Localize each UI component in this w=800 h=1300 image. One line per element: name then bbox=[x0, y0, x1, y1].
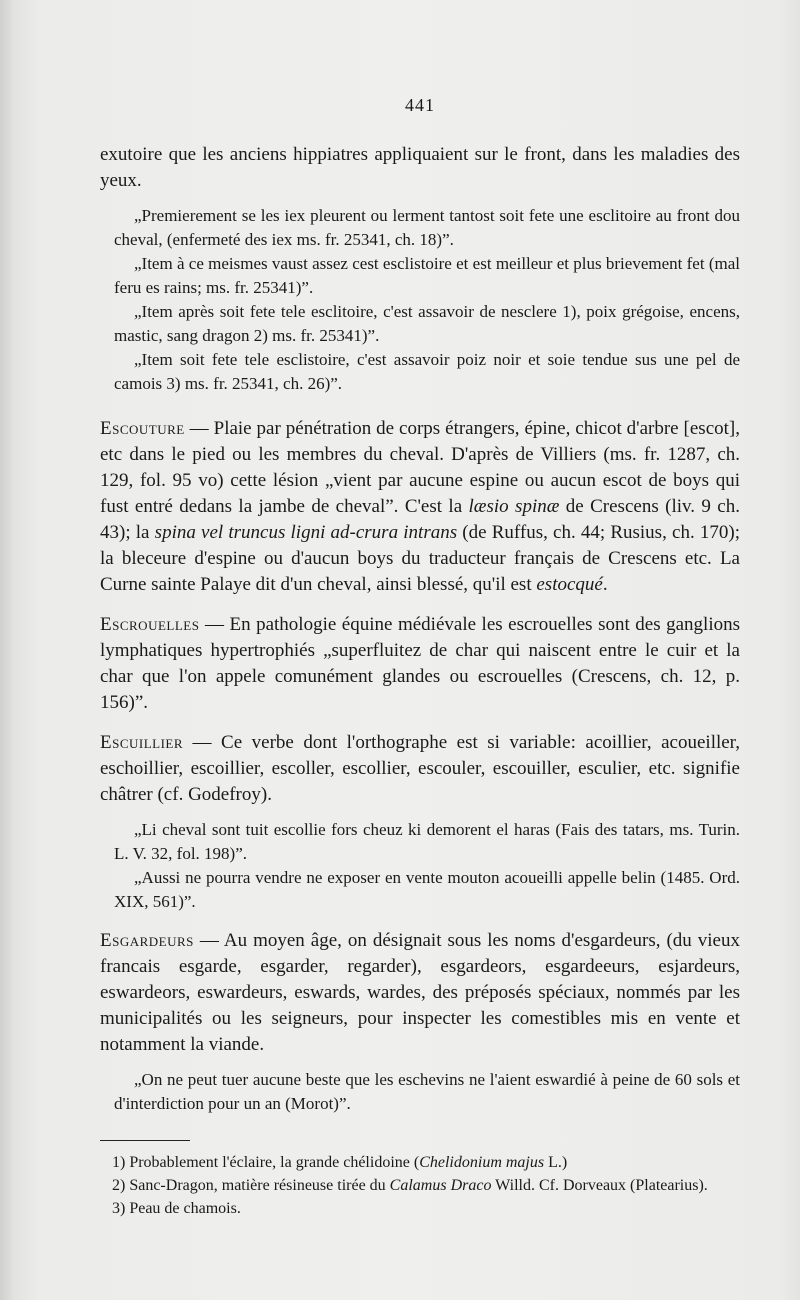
footnote-italic: Chelidonium majus bbox=[419, 1154, 545, 1171]
entry-term: Escuillier bbox=[100, 732, 184, 753]
quote-block-1 bbox=[100, 204, 740, 396]
entry-term: Escouture bbox=[100, 418, 185, 439]
footnote-rule bbox=[100, 1140, 190, 1141]
footnote-text: 2) Sanc-Dragon, matière résineuse tirée du bbox=[112, 1177, 390, 1194]
entry-italic: estocqué bbox=[536, 574, 603, 595]
entry-text: de Crescens (liv. 9 ch. 43); la bbox=[100, 496, 740, 543]
entry-escouture bbox=[100, 416, 740, 598]
quote-block-3 bbox=[100, 1068, 740, 1116]
page-number: 441 bbox=[405, 95, 435, 115]
entry-italic: læsio spinæ bbox=[468, 496, 560, 517]
entry-term: Esgardeurs bbox=[100, 930, 194, 951]
entry-esgardeurs bbox=[100, 928, 740, 1058]
entry-text: — Ce verbe dont l'orthographe est si variable: acoillier, acoueiller, eschoillier, escoillier, escoller, escollier, escouler, escouiller, esculier, etc. signifie châtrer (cf. Godefroy). bbox=[100, 732, 740, 805]
footnote-text: Willd. Cf. Dorveaux (Platearius). bbox=[491, 1177, 708, 1194]
entry-italic: spina vel truncus ligni ad-crura intrans bbox=[154, 522, 458, 543]
footnote-3: 3) Peau de chamois. bbox=[112, 1200, 241, 1217]
footnote-text: L.) bbox=[544, 1154, 568, 1171]
entry-term: Escrouelles bbox=[100, 614, 200, 635]
footnote-1 bbox=[100, 1151, 740, 1174]
quote: „Item après soit fete tele esclitoire, c'est assavoir de nesclere 1), poix grégoise, encens, mastic, sang dragon 2) ms. fr. 25341)”. bbox=[114, 302, 740, 345]
footnotes bbox=[100, 1151, 740, 1220]
quote: „Aussi ne pourra vendre ne exposer en vente mouton acoueilli appelle belin (1485. Ord. XIX, 561)”. bbox=[114, 868, 740, 911]
entry-text: — Plaie par pénétration de corps étrangers, épine, chicot d'arbre [escot], etc dans le pied ou les membres du cheval. D'après de Villiers (ms. fr. 1287, ch. 129, fol. 95 vo) cette lésion „vient par aucune espine ou aucun escot de boys qui fust entré dedans la jambe de cheval”. C'est la bbox=[100, 418, 740, 517]
entry-text: — Au moyen âge, on désignait sous les noms d'esgardeurs, (du vieux francais esgarde, esgarder, regarder), esgardeors, esgardeeurs, esjardeurs, eswardeors, eswardeurs, eswards, wardes, des préposés spéciaux, nommés par les municipalités ou les seigneurs, pour inspecter les comestibles mis en vente et notamment la viande. bbox=[100, 930, 740, 1055]
quote-block-2 bbox=[100, 818, 740, 914]
footnote-italic: Calamus Draco bbox=[389, 1177, 492, 1194]
quote: „Item soit fete tele esclistoire, c'est assavoir poiz noir et soie tendue sus une pel de camois 3) ms. fr. 25341, ch. 26)”. bbox=[114, 350, 740, 393]
entry-escuillier bbox=[100, 730, 740, 808]
footnote-2 bbox=[100, 1174, 740, 1197]
entry-text: . bbox=[602, 574, 608, 595]
quote: „Premierement se les iex pleurent ou lerment tantost soit fete une esclitoire au front dou cheval, (enfermeté des iex ms. fr. 25341, ch. 18)”. bbox=[114, 206, 740, 249]
entry-text: (de Ruffus, ch. 44; Rusius, ch. 170); la bleceure d'espine ou d'aucun boys du traducteur français de Crescens etc. La Curne sainte Palaye dit d'un cheval, ainsi blessé, qu'il est bbox=[100, 522, 740, 595]
entry-text: — En pathologie équine médiévale les escrouelles sont des ganglions lymphatiques hypertrophiés „superfluitez de char qui naiscent entre le cuir et la char que l'on appele comunément glandes ou escrouelles (Crescens, ch. 12, p. 156)”. bbox=[100, 614, 740, 713]
quote: „Li cheval sont tuit escollie fors cheuz ki demorent el haras (Fais des tatars, ms. Turin. L. V. 32, fol. 198)”. bbox=[114, 820, 740, 863]
page-text bbox=[100, 92, 740, 1220]
footnote-text: 1) Probablement l'éclaire, la grande chélidoine ( bbox=[112, 1154, 420, 1171]
quote: „Item à ce meismes vaust assez cest esclistoire et est meilleur et plus brievement fet (mal feru es rains; ms. fr. 25341)”. bbox=[114, 254, 740, 297]
entry-escrouelles bbox=[100, 612, 740, 716]
quote: „On ne peut tuer aucune beste que les eschevins ne l'aient eswardié à peine de 60 sols et d'interdiction pour un an (Morot)”. bbox=[114, 1070, 740, 1113]
intro-paragraph: exutoire que les anciens hippiatres appliquaient sur le front, dans les maladies des yeux. bbox=[100, 144, 740, 191]
